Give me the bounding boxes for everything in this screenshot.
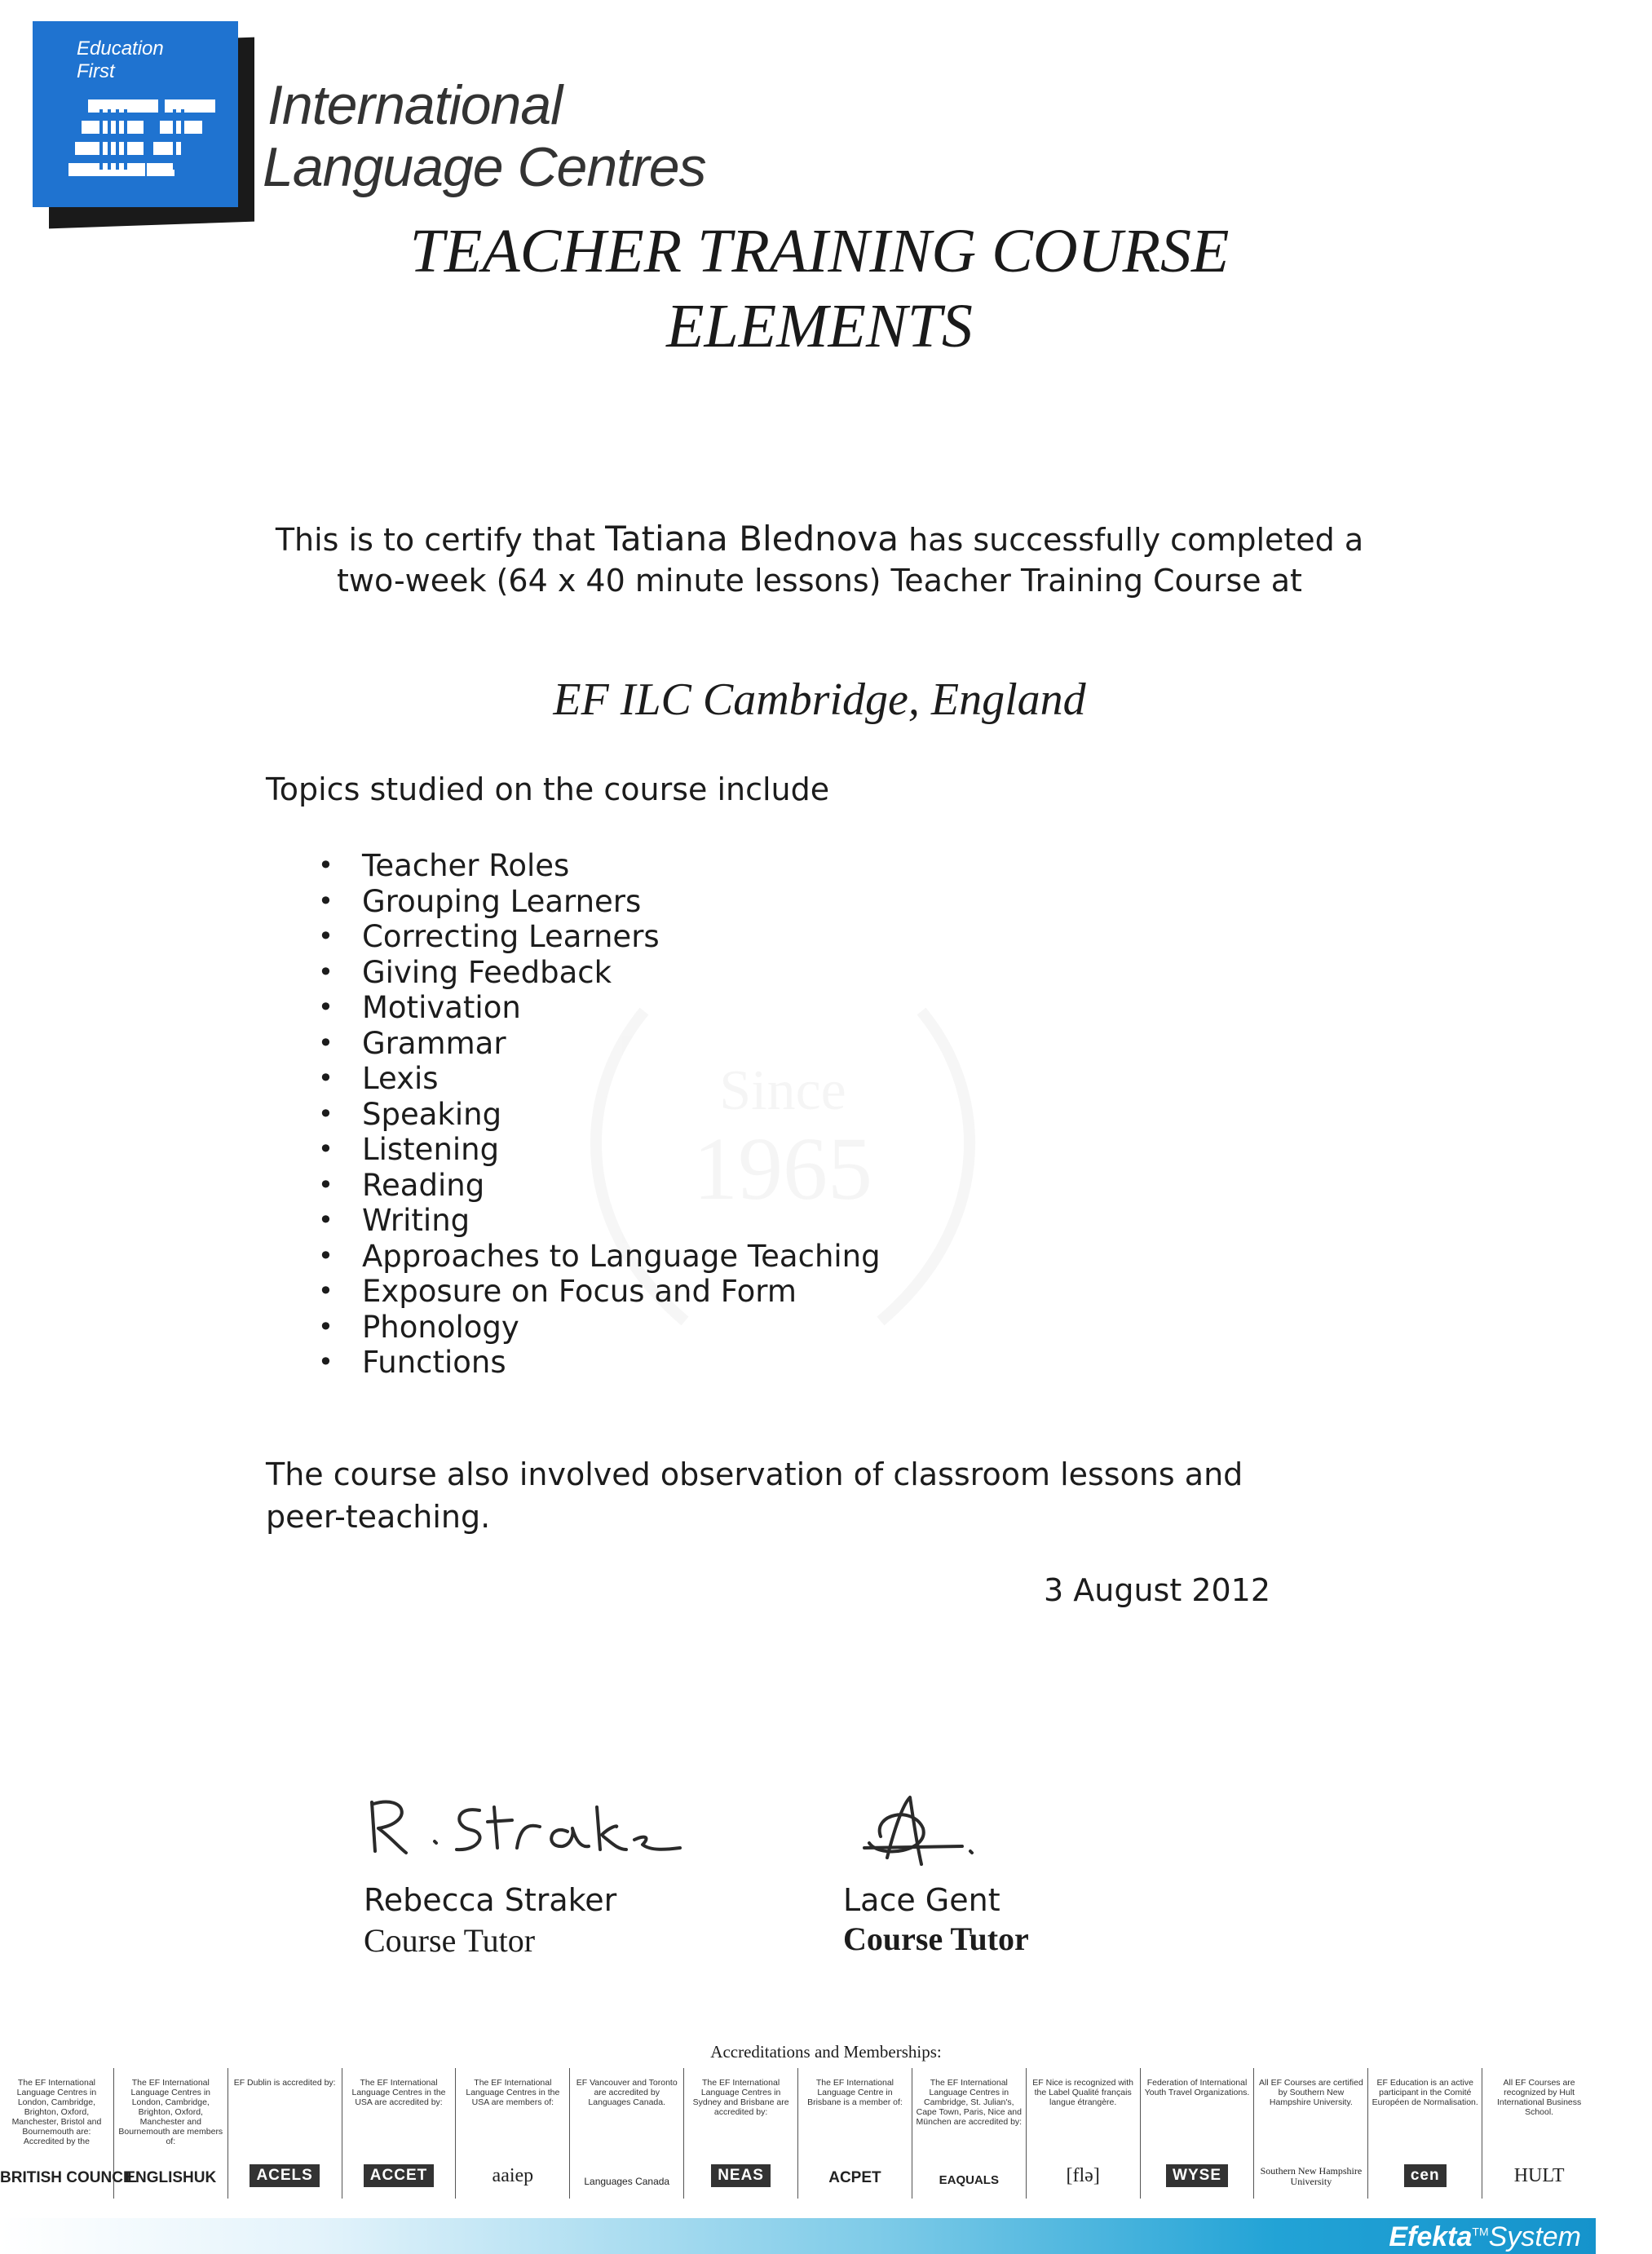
accreditation-item bbox=[456, 2068, 570, 2199]
accreditation-text: All EF Courses are certified by Southern New Hampshire University. bbox=[1258, 2078, 1363, 2107]
fle-label-logo: [flə] bbox=[1066, 2165, 1100, 2186]
certify-prefix: This is to certify that bbox=[275, 522, 596, 558]
list-item: • Giving Feedback bbox=[318, 955, 881, 991]
recipient-name: Tatiana Blednova bbox=[605, 519, 899, 559]
list-item: • Listening bbox=[318, 1132, 881, 1168]
accreditation-text: The EF International Language Centre in Brisbane is a member of: bbox=[807, 2078, 903, 2107]
list-item: • Reading bbox=[318, 1168, 881, 1204]
title-line-1: TEACHER TRAINING COURSE bbox=[409, 217, 1230, 285]
tutor-name: Rebecca Straker bbox=[364, 1882, 617, 1918]
accet-logo: ACCET bbox=[342, 2164, 456, 2187]
list-item: • Grouping Learners bbox=[318, 884, 881, 920]
accreditation-text: EF Education is an active participant in the Comité Européen de Normalisation. bbox=[1372, 2078, 1478, 2107]
accreditation-item bbox=[1368, 2068, 1482, 2199]
accreditation-text: The EF International Language Centres in Sydney and Brisbane are accredited by: bbox=[692, 2078, 789, 2117]
list-item: • Motivation bbox=[318, 990, 881, 1026]
brand-line-1: International bbox=[267, 74, 563, 136]
languages-canada-logo: Languages Canada bbox=[584, 2176, 670, 2187]
accreditation-item bbox=[1141, 2068, 1255, 2199]
list-item: • Speaking bbox=[318, 1097, 881, 1133]
accreditations-strip bbox=[0, 2068, 1596, 2199]
accreditations-title: Accreditations and Memberships: bbox=[710, 2042, 942, 2062]
accreditation-text: The EF International Language Centres in the USA are members of: bbox=[466, 2078, 560, 2107]
accreditation-text: EF Nice is recognized with the Label Qualité français langue étrangère. bbox=[1032, 2078, 1134, 2107]
british-council-logo: BRITISH COUNCIL bbox=[0, 2169, 137, 2186]
hult-logo: HULT bbox=[1513, 2165, 1565, 2186]
observation-note: The course also involved observation of classroom lessons and peer-teaching. bbox=[266, 1456, 1243, 1535]
ef-logo-mark bbox=[51, 85, 222, 199]
list-item: • Grammar bbox=[318, 1026, 881, 1062]
snhu-logo: Southern New Hampshire University bbox=[1260, 2165, 1363, 2187]
tutor-role: Course Tutor bbox=[364, 1922, 536, 1959]
accreditation-text: The EF International Language Centres in London, Cambridge, Brighton, Oxford, Manchester, Bristol and Bournemouth are: Accredited by the bbox=[11, 2078, 102, 2146]
logo-tagline: Education First bbox=[77, 38, 164, 82]
list-item: • Writing bbox=[318, 1203, 881, 1239]
footer-band bbox=[0, 2218, 1596, 2254]
accreditation-text: The EF International Language Centres in London, Cambridge, Brighton, Oxford, Manchester and Bournemouth are members of: bbox=[118, 2078, 223, 2146]
certify-suffix: has successfully completed a two-week (64 x 40 minute lessons) Teacher Training Course at bbox=[337, 522, 1364, 599]
brand-line-2: Language Centres bbox=[263, 136, 706, 198]
certification-statement bbox=[245, 519, 1394, 601]
accreditation-item bbox=[1482, 2068, 1596, 2199]
accreditation-text: The EF International Language Centres in the USA are accredited by: bbox=[351, 2078, 446, 2107]
accreditation-text: EF Vancouver and Toronto are accredited by Languages Canada. bbox=[576, 2078, 678, 2107]
accreditation-item bbox=[342, 2068, 457, 2199]
accreditation-item bbox=[570, 2068, 684, 2199]
certificate-title bbox=[0, 214, 1639, 364]
title-line-2: ELEMENTS bbox=[666, 292, 973, 360]
accreditation-text: EF Dublin is accredited by: bbox=[233, 2078, 336, 2088]
school-name: EF ILC Cambridge, England bbox=[553, 674, 1086, 725]
tutor-role: Course Tutor bbox=[843, 1920, 1029, 1957]
aaiep-logo: aaiep bbox=[492, 2165, 534, 2186]
accreditation-item bbox=[228, 2068, 342, 2199]
accreditation-item bbox=[912, 2068, 1027, 2199]
list-item: • Approaches to Language Teaching bbox=[318, 1239, 881, 1275]
eaquals-logo: EAQUALS bbox=[939, 2173, 999, 2187]
issue-date: 3 August 2012 bbox=[1044, 1572, 1271, 1608]
watermark-line-2: 1965 bbox=[693, 1119, 872, 1218]
english-uk-logo: ENGLISHUK bbox=[125, 2169, 217, 2186]
list-item: • Correcting Learners bbox=[318, 919, 881, 955]
accreditation-item bbox=[684, 2068, 798, 2199]
list-item: • Phonology bbox=[318, 1310, 881, 1346]
accreditation-item bbox=[1027, 2068, 1141, 2199]
watermark-line-1: Since bbox=[719, 1059, 846, 1122]
signature-lace-gent bbox=[848, 1786, 1011, 1876]
list-item: • Functions bbox=[318, 1345, 881, 1381]
acels-logo: ACELS bbox=[228, 2164, 342, 2187]
accreditation-text: The EF International Language Centres in Cambridge, St. Julian's, Cape Town, Paris, Nice and München are accredited by: bbox=[916, 2078, 1023, 2127]
wyse-logo: WYSE bbox=[1141, 2164, 1254, 2187]
list-item: • Exposure on Focus and Form bbox=[318, 1274, 881, 1310]
neas-logo: NEAS bbox=[684, 2164, 797, 2187]
accreditation-item bbox=[0, 2068, 137, 2199]
accreditation-item bbox=[114, 2068, 228, 2199]
list-item: • Lexis bbox=[318, 1061, 881, 1097]
topics-intro: Topics studied on the course include bbox=[266, 771, 830, 807]
tutor-name: Lace Gent bbox=[843, 1882, 1000, 1918]
acpet-logo: ACPET bbox=[828, 2169, 881, 2186]
efekta-system-logo: Efekta™System bbox=[1389, 2221, 1581, 2252]
accreditation-item bbox=[798, 2068, 912, 2199]
accreditation-text: All EF Courses are recognized by Hult International Business School. bbox=[1496, 2078, 1582, 2117]
accreditation-item bbox=[1254, 2068, 1368, 2199]
signature-rebecca-straker bbox=[357, 1778, 683, 1867]
ef-logo bbox=[33, 21, 238, 207]
topics-list bbox=[318, 848, 881, 1381]
accreditation-text: Federation of International Youth Travel Organizations. bbox=[1144, 2078, 1250, 2097]
list-item: • Teacher Roles bbox=[318, 848, 881, 884]
cen-logo: cen bbox=[1368, 2164, 1482, 2187]
